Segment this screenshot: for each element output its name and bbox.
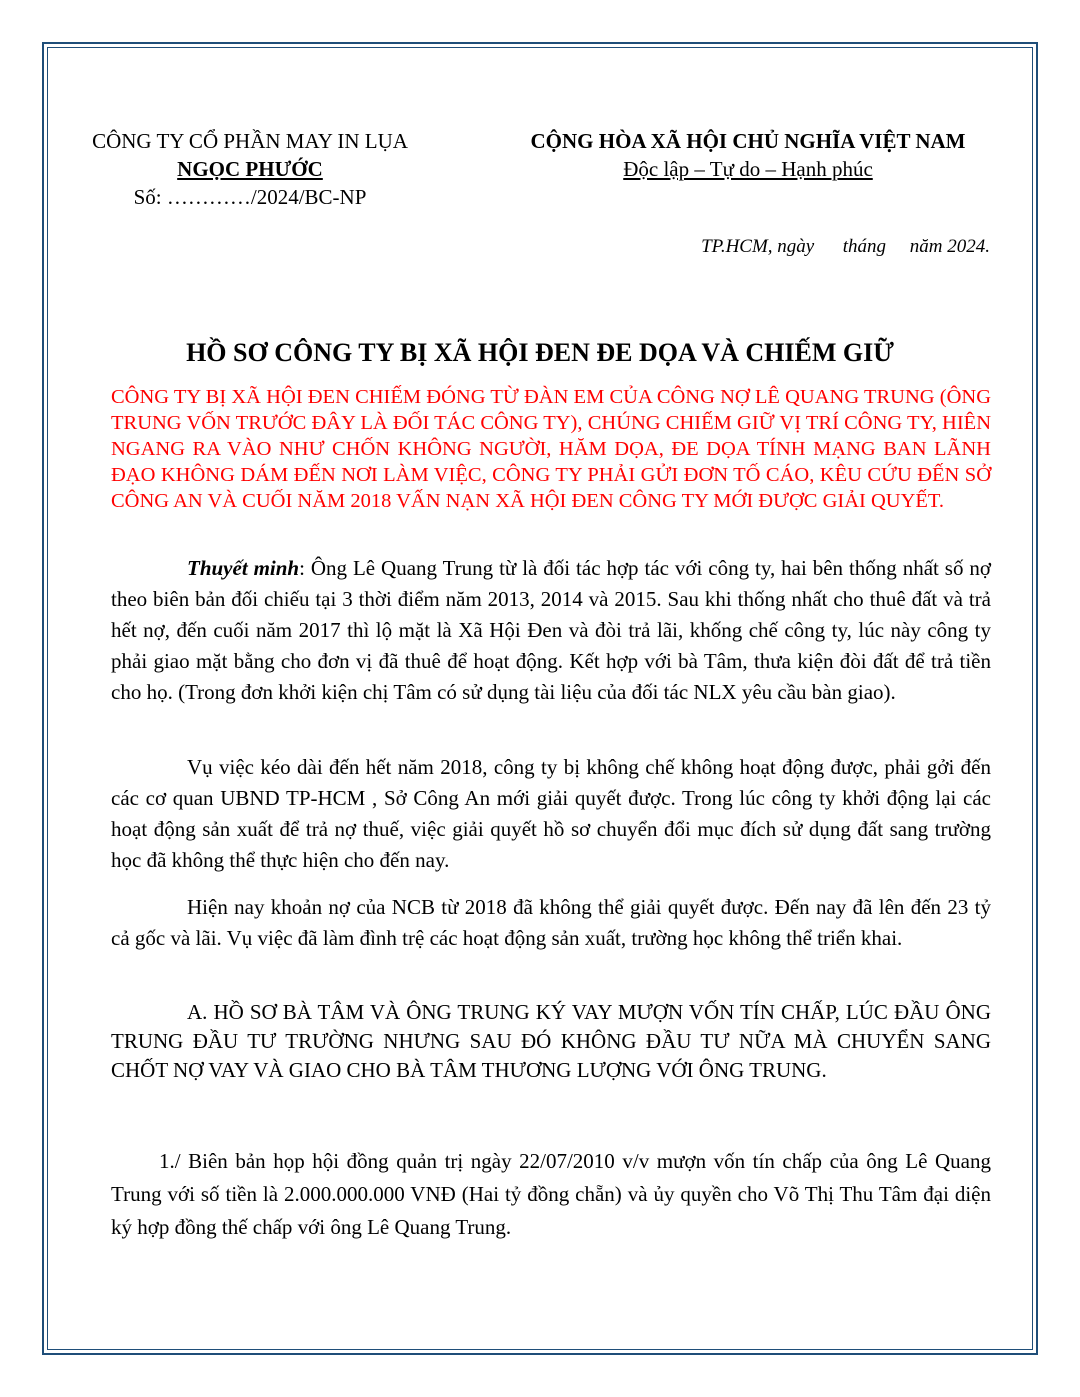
document-title: HỒ SƠ CÔNG TY BỊ XÃ HỘI ĐEN ĐE DỌA VÀ CHIẾM GIỮ (186, 338, 894, 367)
company-header (60, 127, 440, 211)
document-subtitle: CÔNG TY BỊ XÃ HỘI ĐEN CHIẾM ĐÓNG TỪ ĐÀN EM CỦA CÔNG NỢ LÊ QUANG TRUNG (ÔNG TRUNG VỐN TRƯỚC ĐÂY LÀ ĐỐI TÁC CÔNG TY), CHÚNG CHIẾM GIỮ VỊ TRÍ CÔNG TY, HIÊN NGANG RA VÀO NHƯ CHỐN KHÔNG NGƯỜI, HĂM DỌA, ĐE DỌA TÍNH MẠNG BAN LÃNH ĐẠO KHÔNG DÁM ĐẾN NƠI LÀM VIỆC, CÔNG TY PHẢI GỬI ĐƠN TỐ CÁO, KÊU CỨU ĐẾN SỞ CÔNG AN VÀ CUỐI NĂM 2018 VẤN NẠN XÃ HỘI ĐEN CÔNG TY MỚI ĐƯỢC GIẢI QUYẾT. (111, 386, 991, 512)
section-a-heading: A. HỒ SƠ BÀ TÂM VÀ ÔNG TRUNG KÝ VAY MƯỢN VỐN TÍN CHẤP, LÚC ĐẦU ÔNG TRUNG ĐẦU TƯ TRƯỜNG NHƯNG SAU ĐÓ KHÔNG ĐẦU TƯ NỮA MÀ CHUYỂN SANG CHỐT NỢ VAY VÀ GIAO CHO BÀ TÂM THƯƠNG LƯỢNG VỚI ÔNG TRUNG. (111, 1000, 991, 1082)
company-name-line1: CÔNG TY CỔ PHẦN MAY IN LỤA (92, 129, 408, 153)
explanation-text: : Ông Lê Quang Trung từ là đối tác hợp tác với công ty, hai bên thống nhất số nợ theo biên bản đối chiếu tại 3 thời điểm năm 2013, 2014 và 2015. Sau khi thống nhất cho thuê đất và trả hết nợ, đến cuối năm 2017 thì lộ mặt là Xã Hội Đen và đòi trả lãi, khống chế công ty, lúc này công ty phải giao mặt bằng cho đơn vị đã thuê để hoạt động. Kết hợp với bà Tâm, thưa kiện đòi đất để trả tiền cho họ. (Trong đơn khởi kiện chị Tâm có sử dụng tài liệu của đối tác NLX yêu cầu bàn giao). (111, 556, 991, 704)
explanation-label: Thuyết minh (187, 556, 300, 580)
place-date-line: TP.HCM, ngày tháng năm 2024. (701, 236, 990, 257)
paragraph-ncb-debt: Hiện nay khoản nợ của NCB từ 2018 đã không thể giải quyết được. Đến nay đã lên đến 23 tỷ cả gốc và lãi. Vụ việc đã làm đình trệ các hoạt động sản xuất, trường học không thể triển khai. (111, 895, 991, 950)
company-name-line2: NGỌC PHƯỚC (177, 157, 323, 181)
document-number: Số: …………/2024/BC-NP (133, 185, 367, 209)
national-motto: Độc lập – Tự do – Hạnh phúc (623, 157, 873, 181)
item-1-paragraph: 1./ Biên bản họp hội đồng quản trị ngày 22/07/2010 v/v mượn vốn tín chấp của ông Lê Quang Trung với số tiền là 2.000.000.000 VNĐ (Hai tỷ đồng chẵn) và ủy quyền cho Võ Thị Thu Tâm đại diện ký hợp đồng thế chấp với ông Lê Quang Trung. (111, 1149, 991, 1239)
national-header (478, 127, 1018, 183)
nation-title: CỘNG HÒA XÃ HỘI CHỦ NGHĨA VIỆT NAM (530, 129, 966, 153)
paragraph-case-duration: Vụ việc kéo dài đến hết năm 2018, công ty bị không chế không hoạt động được, phải gởi đến các cơ quan UBND TP-HCM , Sở Công An mới giải quyết được. Trong lúc công ty khởi động lại các hoạt động sản xuất để trả nợ thuế, việc giải quyết hồ sơ chuyển đổi mục đích sử dụng đất sang trường học đã không thể thực hiện cho đến nay. (111, 755, 991, 872)
explanation-paragraph (111, 553, 991, 708)
